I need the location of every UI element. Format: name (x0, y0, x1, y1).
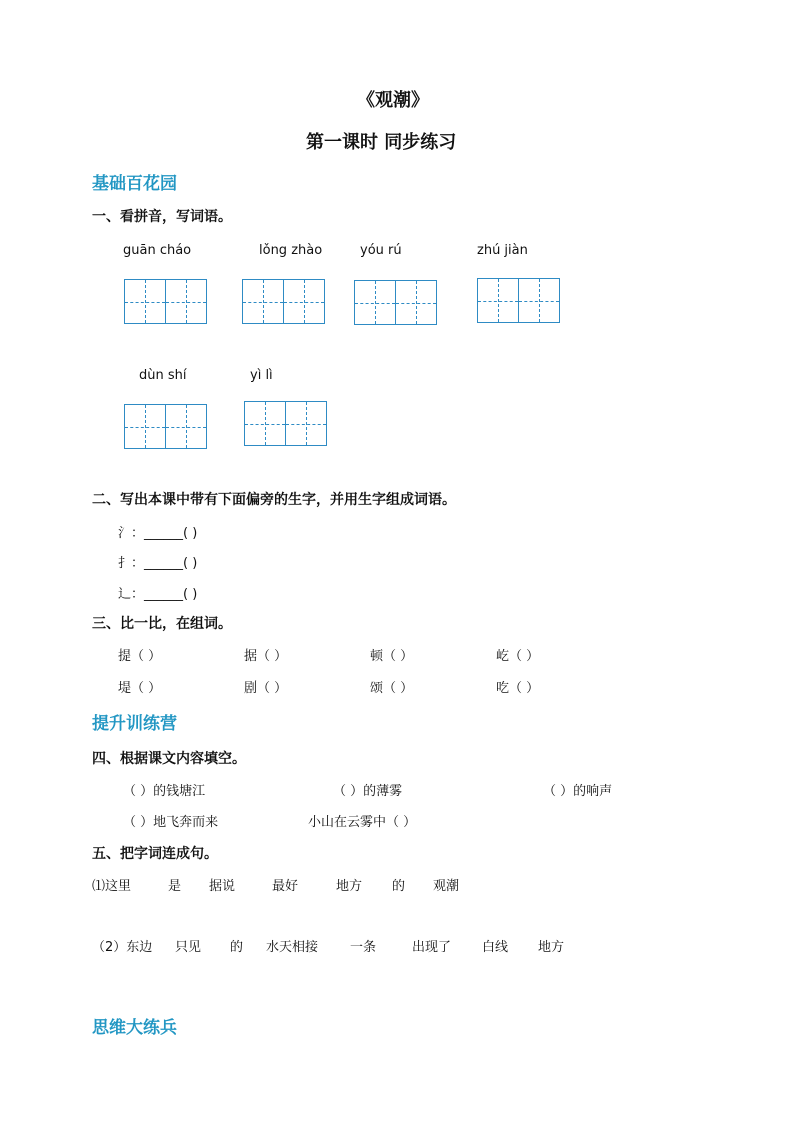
sentence-2-word: 出现了 (412, 940, 452, 955)
pinyin-dunshi: dùn shí (139, 368, 187, 383)
section-heading-improve: 提升训练营 (92, 714, 177, 734)
compare-ju2: 剧（ ） (244, 681, 288, 696)
sentence-2-word: （2）东边 (92, 940, 153, 955)
radical-row-water: 氵：______( ) (118, 526, 198, 541)
fill-qiantang: （ ）的钱塘江 (123, 784, 206, 799)
page-subtitle: 第一课时 同步练习 (306, 132, 457, 153)
compare-ju: 据（ ） (244, 649, 288, 664)
sentence-2-word: 一条 (350, 940, 377, 955)
compare-yi: 屹（ ） (496, 649, 540, 664)
section-heading-basic: 基础百花园 (92, 174, 177, 194)
pinyin-youru: yóu rú (360, 243, 402, 258)
fill-feiben: （ ）地飞奔而来 (123, 815, 219, 830)
question-2-heading: 二、写出本课中带有下面偏旁的生字，并用生字组成词语。 (92, 492, 456, 508)
compare-di: 堤（ ） (118, 681, 162, 696)
pinyin-zhujian: zhú jiàn (477, 243, 528, 258)
question-3-heading: 三、比一比，在组词。 (92, 616, 232, 632)
sentence-1-word: ⑴这里 (92, 879, 132, 894)
sentence-1-word: 最好 (272, 879, 299, 894)
radical-row-hand: 扌：______( ) (118, 556, 198, 571)
sentence-1-word: 的 (392, 879, 406, 894)
writing-grid-yili[interactable] (244, 401, 325, 446)
compare-chi: 吃（ ） (496, 681, 540, 696)
writing-grid-dunshi[interactable] (124, 404, 205, 449)
sentence-2-word: 地方 (538, 940, 565, 955)
writing-grid-longzhao[interactable] (242, 279, 323, 324)
pinyin-yili: yì lì (250, 368, 273, 383)
sentence-2-word: 白线 (482, 940, 509, 955)
writing-grid-zhujian[interactable] (477, 278, 558, 323)
pinyin-longzhao: lǒng zhào (259, 243, 323, 258)
sentence-1-word: 据说 (209, 879, 236, 894)
compare-ti: 提（ ） (118, 649, 162, 664)
fill-bowu: （ ）的薄雾 (333, 784, 403, 799)
sentence-1-word: 是 (168, 879, 182, 894)
compare-song: 颂（ ） (370, 681, 414, 696)
section-heading-thinking: 思维大练兵 (92, 1018, 177, 1038)
compare-dun: 顿（ ） (370, 649, 414, 664)
writing-grid-guanchao[interactable] (124, 279, 205, 324)
question-1-heading: 一、看拼音，写词语。 (92, 209, 232, 225)
page-title: 《观潮》 (357, 90, 429, 111)
writing-grid-youru[interactable] (354, 280, 435, 325)
sentence-2-word: 只见 (175, 940, 202, 955)
sentence-1-word: 地方 (336, 879, 363, 894)
fill-xiangsheng: （ ）的响声 (543, 784, 613, 799)
question-4-heading: 四、根据课文内容填空。 (92, 751, 246, 767)
pinyin-guanchao: guān cháo (123, 243, 192, 258)
radical-row-walk: 辶：______( ) (118, 587, 198, 602)
sentence-1-word: 观潮 (433, 879, 460, 894)
sentence-2-word: 的 (230, 940, 244, 955)
sentence-2-word: 水天相接 (266, 940, 319, 955)
question-5-heading: 五、把字词连成句。 (92, 846, 218, 862)
fill-xiaoshan: 小山在云雾中（ ） (308, 815, 417, 830)
